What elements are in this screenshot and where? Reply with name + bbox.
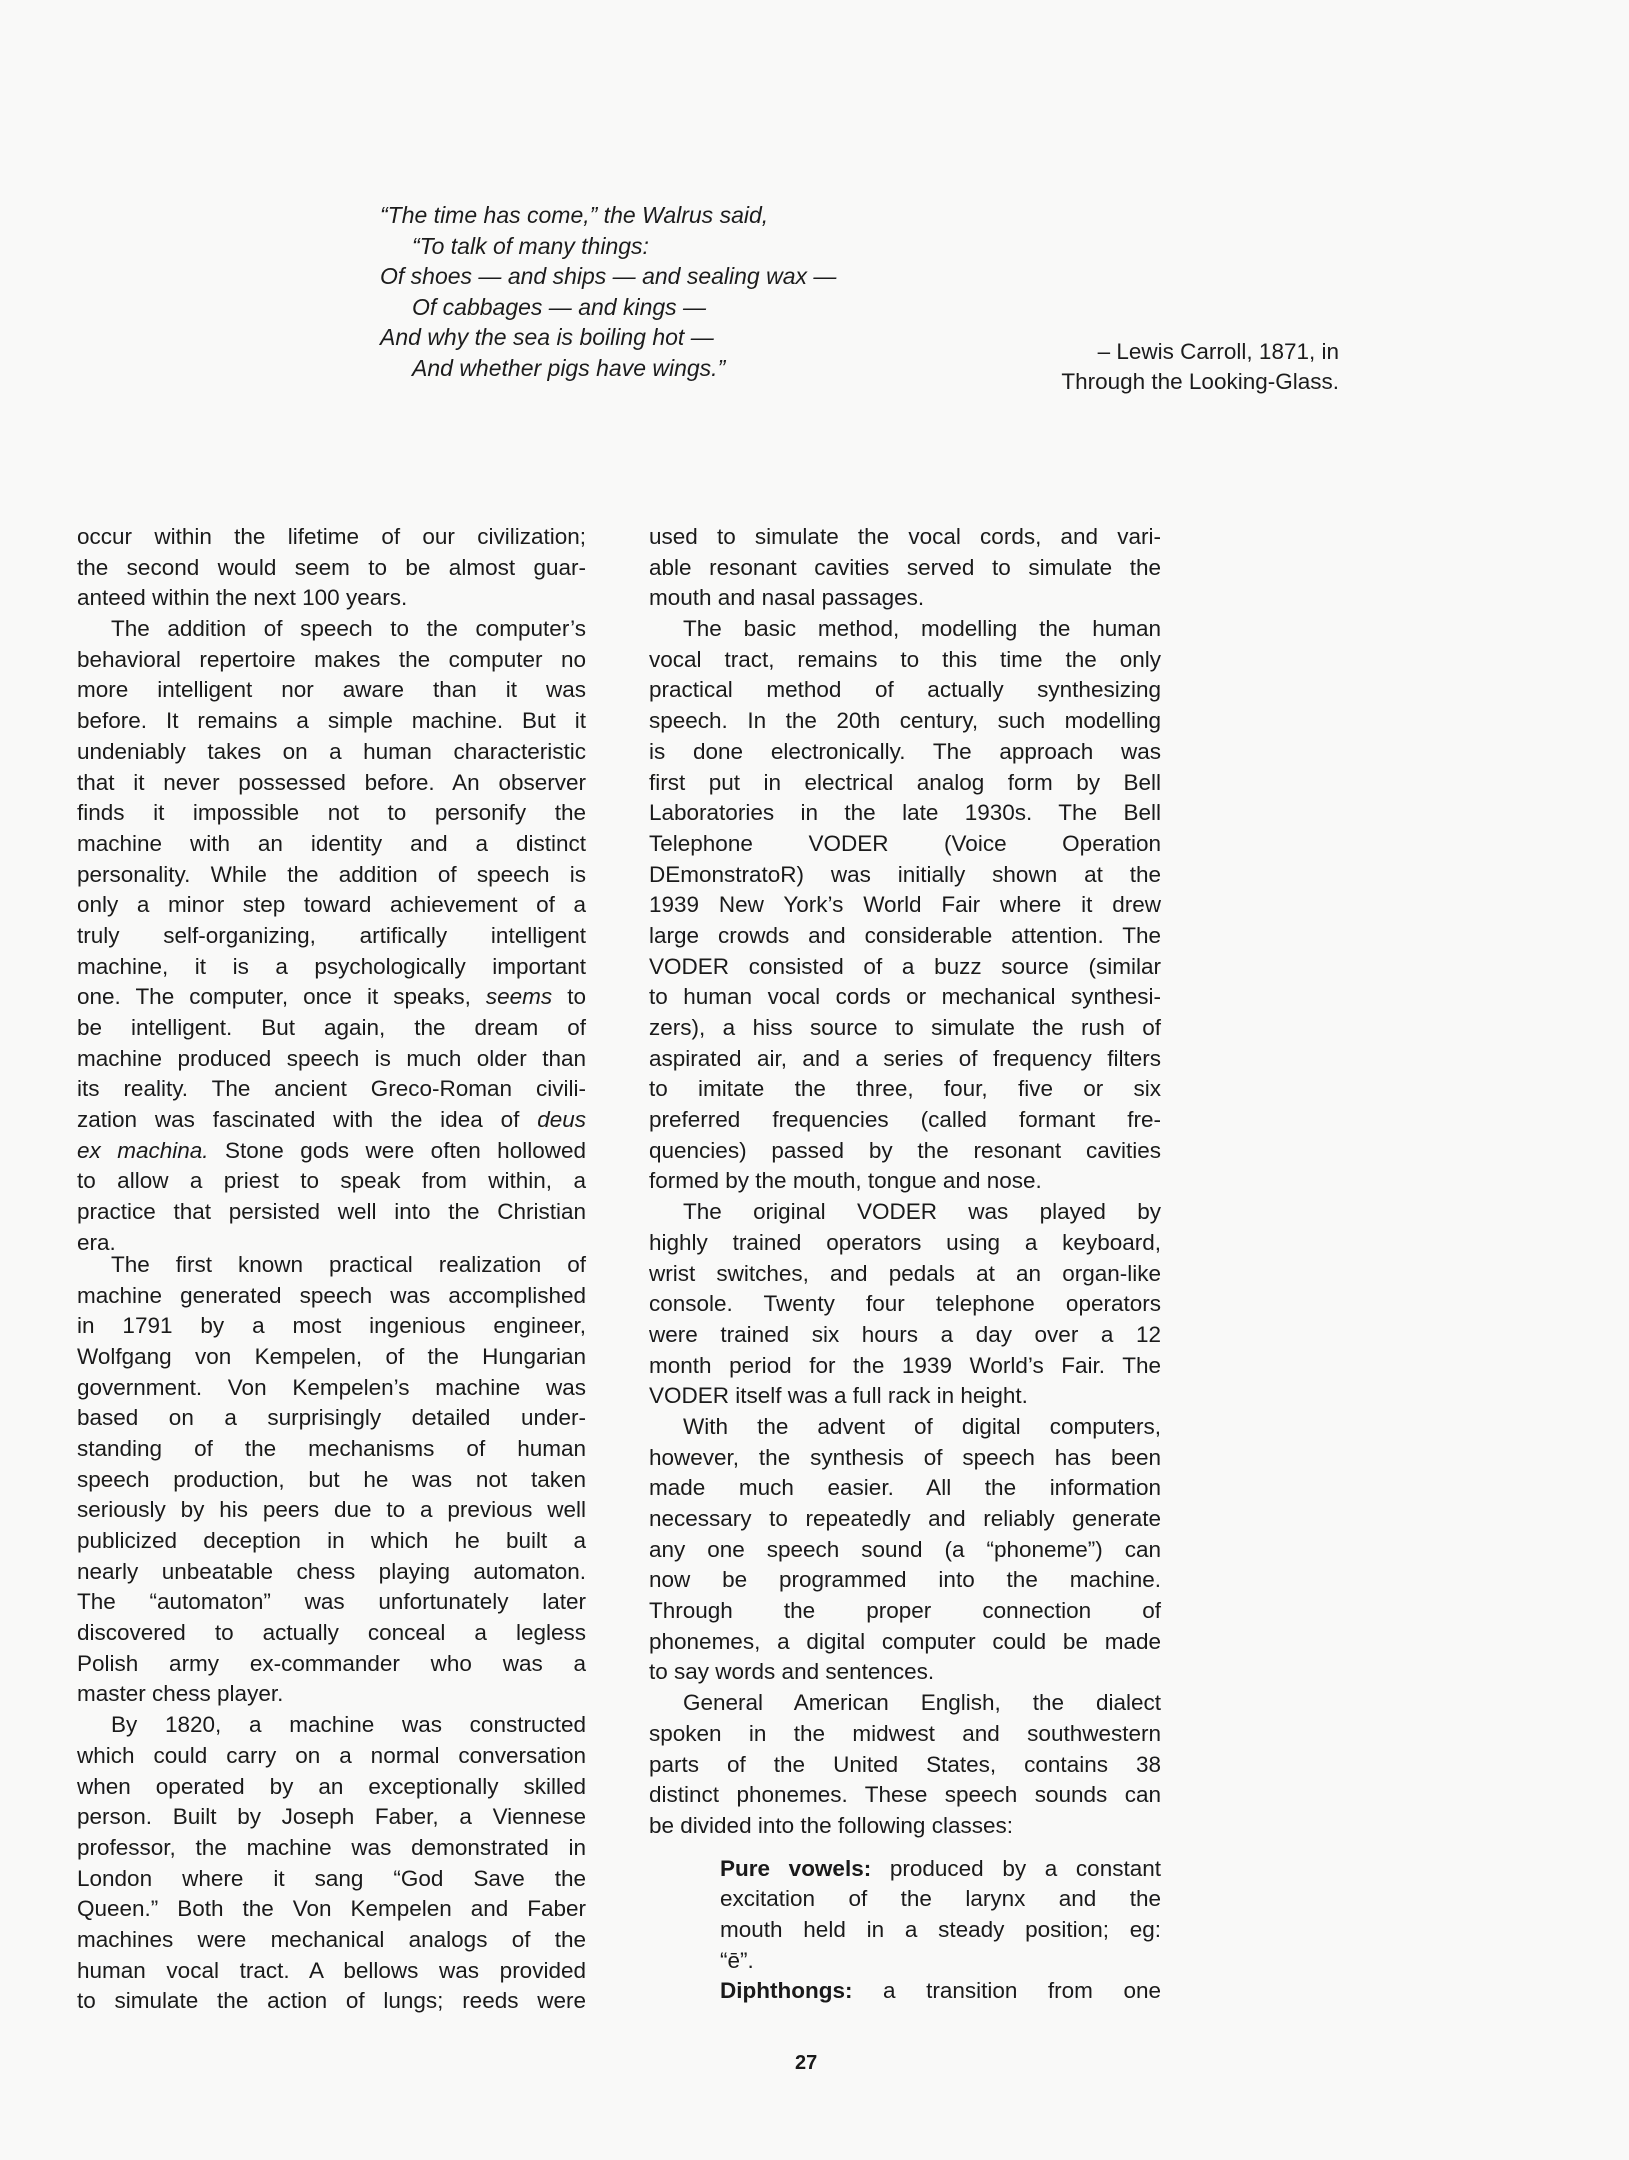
text-line: formed by the mouth, tongue and nose. xyxy=(649,1168,1042,1194)
text-line: is done electronically. The approach was xyxy=(649,738,1161,764)
text-line: be intelligent. But again, the dream of xyxy=(77,1015,586,1040)
poem-line: “The time has come,” the Walrus said, xyxy=(380,202,769,228)
text-line: machine with an identity and a distinct xyxy=(77,830,586,856)
poem-line: Of cabbages — and kings — xyxy=(412,293,707,320)
text-line: spoken in the midwest and southwestern xyxy=(649,1720,1161,1746)
phoneme-class-line: “ē”. xyxy=(720,1947,754,1973)
text-line: master chess player. xyxy=(77,1681,284,1707)
text-line: to human vocal cords or mechanical synthesi- xyxy=(649,984,1161,1010)
phoneme-class-term: Pure vowels: xyxy=(720,1855,872,1881)
text-line: London where it sang “God Save the xyxy=(77,1865,586,1891)
text-line: The addition of speech to the computer’s xyxy=(111,616,586,642)
right-text-column xyxy=(649,522,1161,2007)
text-line: machine, it is a psychologically important xyxy=(77,953,586,979)
text-line: more intelligent nor aware than it was xyxy=(77,677,586,703)
text-line: Through the proper connection of xyxy=(649,1598,1161,1624)
text-line: machine generated speech was accomplished xyxy=(77,1282,586,1308)
text-line: nearly unbeatable chess playing automaton. xyxy=(77,1558,586,1584)
phoneme-class-line: Diphthongs: a transition from one xyxy=(720,1978,1161,2004)
text-line: undeniably takes on a human characteristic xyxy=(77,738,586,764)
text-line: publicized deception in which he built a xyxy=(77,1528,586,1553)
text-line: parts of the United States, contains 38 xyxy=(649,1751,1161,1777)
text-line: used to simulate the vocal cords, and vari- xyxy=(649,524,1161,549)
phoneme-class-line: Pure vowels: produced by a constant xyxy=(720,1855,1161,1881)
text-line: behavioral repertoire makes the computer no xyxy=(77,646,586,672)
text-line: practical method of actually synthesizing xyxy=(649,677,1161,703)
text-line: Polish army ex-commander who was a xyxy=(77,1650,586,1676)
text-line: only a minor step toward achievement of a xyxy=(77,892,586,918)
text-line: The first known practical realization of xyxy=(111,1251,586,1277)
text-line: occur within the lifetime of our civilization; xyxy=(77,524,586,549)
text-line: its reality. The ancient Greco-Roman civili- xyxy=(77,1076,586,1102)
phoneme-class-term: Diphthongs: xyxy=(720,1978,853,2004)
text-line: console. Twenty four telephone operators xyxy=(649,1291,1161,1317)
text-line: first put in electrical analog form by Bell xyxy=(649,769,1161,795)
text-line: zation was fascinated with the idea of deus xyxy=(77,1107,586,1133)
text-line: highly trained operators using a keyboard, xyxy=(649,1229,1161,1255)
text-line: when operated by an exceptionally skilled xyxy=(77,1773,586,1799)
text-line: seriously by his peers due to a previous well xyxy=(77,1497,586,1523)
text-line: 1939 New York’s World Fair where it drew xyxy=(649,892,1161,918)
text-line: month period for the 1939 World’s Fair. The xyxy=(649,1352,1161,1378)
text-line: With the advent of digital computers, xyxy=(683,1413,1161,1439)
text-line: vocal tract, remains to this time the only xyxy=(649,646,1161,672)
text-line: professor, the machine was demonstrated in xyxy=(77,1834,586,1860)
text-line: now be programmed into the machine. xyxy=(649,1567,1161,1593)
left-text-column xyxy=(77,522,586,2017)
text-line: Telephone VODER (Voice Operation xyxy=(649,830,1161,856)
poem-line: And whether pigs have wings.” xyxy=(412,354,726,381)
poem-line: And why the sea is boiling hot — xyxy=(380,324,714,350)
text-line: era. xyxy=(77,1229,116,1255)
text-line: Wolfgang von Kempelen, of the Hungarian xyxy=(77,1343,586,1369)
text-line: speech production, but he was not taken xyxy=(77,1466,586,1492)
text-line: VODER consisted of a buzz source (similar xyxy=(649,953,1161,979)
text-line: wrist switches, and pedals at an organ-like xyxy=(649,1260,1161,1286)
text-line: preferred frequencies (called formant fre- xyxy=(649,1107,1161,1133)
text-line: finds it impossible not to personify the xyxy=(77,800,586,826)
text-line: to say words and sentences. xyxy=(649,1659,935,1685)
text-line: The “automaton” was unfortunately later xyxy=(77,1589,586,1615)
phoneme-class-line: mouth held in a steady position; eg: xyxy=(720,1916,1161,1942)
attribution-source: Through the Looking-Glass. xyxy=(1061,369,1339,394)
text-line: distinct phonemes. These speech sounds can xyxy=(649,1782,1161,1808)
poem-line: “To talk of many things: xyxy=(412,232,649,259)
poem-line: Of shoes — and ships — and sealing wax — xyxy=(380,263,837,289)
text-line: which could carry on a normal conversation xyxy=(77,1742,586,1768)
text-line: be divided into the following classes: xyxy=(649,1812,1013,1838)
text-line: any one speech sound (a “phoneme”) can xyxy=(649,1536,1161,1562)
text-line: one. The computer, once it speaks, seems to xyxy=(77,984,586,1010)
text-line: aspirated air, and a series of frequency filters xyxy=(649,1045,1161,1071)
list-spacer xyxy=(649,1842,1161,1854)
text-line: General American English, the dialect xyxy=(683,1690,1161,1716)
text-line: phonemes, a digital computer could be made xyxy=(649,1628,1161,1654)
text-line: zers), a hiss source to simulate the rush of xyxy=(649,1015,1161,1040)
text-line: machine produced speech is much older than xyxy=(77,1045,586,1071)
text-line: quencies) passed by the resonant cavities xyxy=(649,1137,1161,1163)
text-line: however, the synthesis of speech has been xyxy=(649,1444,1161,1470)
text-line: The original VODER was played by xyxy=(683,1199,1161,1225)
attribution-author: – Lewis Carroll, 1871, in xyxy=(1097,339,1339,364)
text-line: to simulate the action of lungs; reeds were xyxy=(77,1988,586,2014)
text-line: mouth and nasal passages. xyxy=(649,585,925,611)
text-line: to imitate the three, four, five or six xyxy=(649,1076,1161,1102)
text-line: Queen.” Both the Von Kempelen and Faber xyxy=(77,1896,586,1922)
text-line: person. Built by Joseph Faber, a Viennese xyxy=(77,1804,586,1830)
text-line: were trained six hours a day over a 12 xyxy=(649,1321,1161,1347)
epigraph-attribution xyxy=(1061,337,1339,397)
epigraph-poem xyxy=(380,200,836,383)
text-line: based on a surprisingly detailed under- xyxy=(77,1405,586,1431)
text-line: Laboratories in the late 1930s. The Bell xyxy=(649,800,1161,826)
text-line: the second would seem to be almost guar- xyxy=(77,554,586,580)
text-line: government. Von Kempelen’s machine was xyxy=(77,1374,586,1400)
text-line: standing of the mechanisms of human xyxy=(77,1435,586,1461)
text-line: before. It remains a simple machine. But it xyxy=(77,708,586,734)
text-line: personality. While the addition of speech is xyxy=(77,861,586,887)
text-line: anteed within the next 100 years. xyxy=(77,585,408,611)
text-line: By 1820, a machine was constructed xyxy=(111,1712,586,1738)
page-number: 27 xyxy=(795,2052,818,2074)
text-line: machines were mechanical analogs of the xyxy=(77,1926,586,1952)
phoneme-class-line: excitation of the larynx and the xyxy=(720,1886,1161,1912)
text-line: that it never possessed before. An observer xyxy=(77,769,586,795)
text-line: speech. In the 20th century, such modelling xyxy=(649,708,1161,734)
text-line: practice that persisted well into the Christian xyxy=(77,1199,586,1225)
text-line: necessary to repeatedly and reliably generate xyxy=(649,1506,1161,1531)
text-line: made much easier. All the information xyxy=(649,1475,1161,1501)
text-line: DEmonstratoR) was initially shown at the xyxy=(649,861,1161,887)
text-line: to allow a priest to speak from within, a xyxy=(77,1168,586,1194)
text-line: large crowds and considerable attention. The xyxy=(649,922,1161,948)
text-line: able resonant cavities served to simulate the xyxy=(649,554,1161,580)
text-line: human vocal tract. A bellows was provided xyxy=(77,1957,586,1983)
text-line: truly self-organizing, artifically intelligent xyxy=(77,922,586,948)
text-line: ex machina. Stone gods were often hollowed xyxy=(77,1137,586,1163)
text-line: discovered to actually conceal a legless xyxy=(77,1620,586,1646)
text-line: The basic method, modelling the human xyxy=(683,616,1161,642)
text-line: in 1791 by a most ingenious engineer, xyxy=(77,1313,586,1339)
text-line: VODER itself was a full rack in height. xyxy=(649,1383,1028,1409)
